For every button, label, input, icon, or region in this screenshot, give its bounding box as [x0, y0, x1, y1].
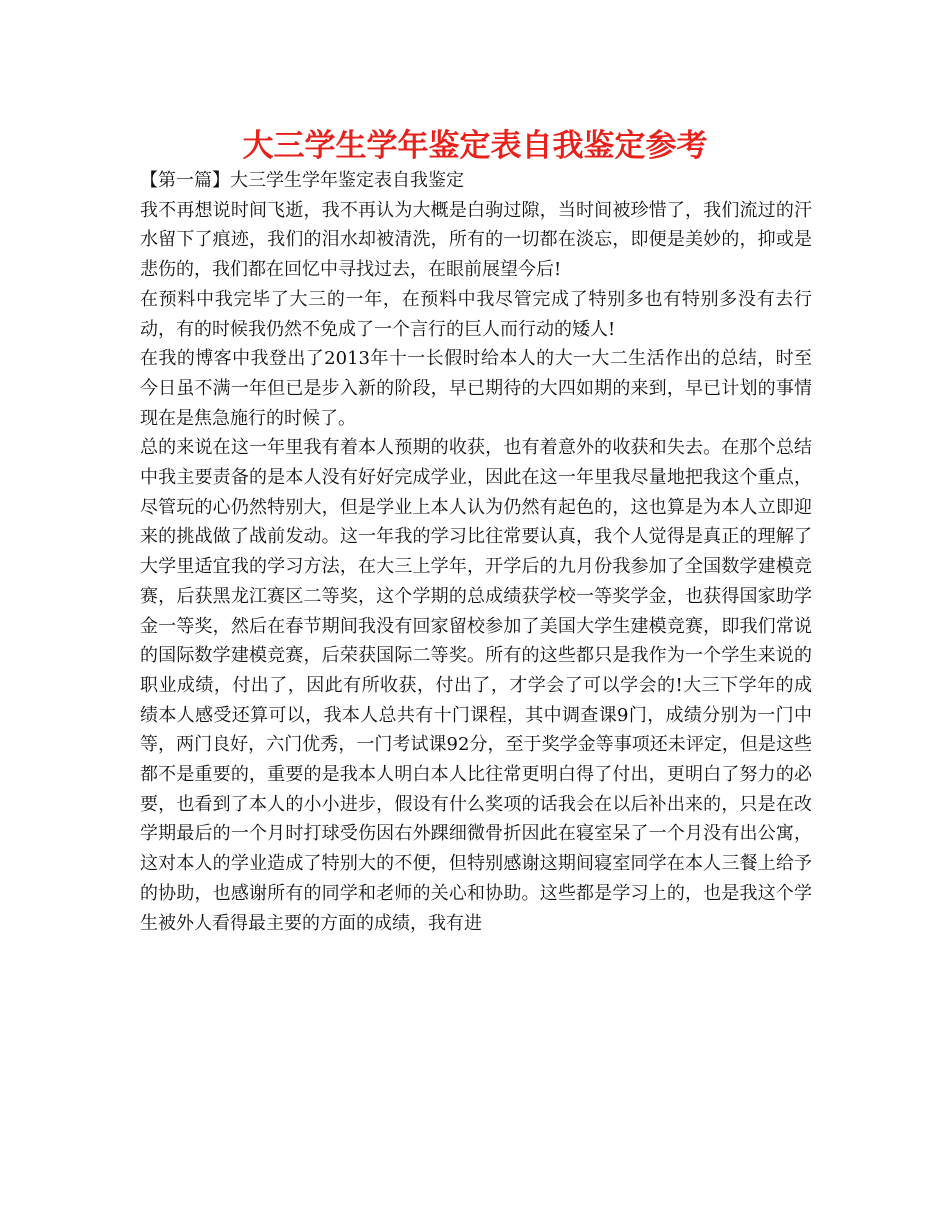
section-heading: 【第一篇】大三学生学年鉴定表自我鉴定: [140, 170, 464, 191]
paragraph-4: 总的来说在这一年里我有着本人预期的收获，也有着意外的收获和失去。在那个总结中我主要责备的是本人没有好好完成学业，因此在这一年里我尽量地把我这个重点，尽管玩的心仍然特别大，但是学业上本人认为仍然有起色的，这也算是为本人立即迎来的挑战做了战前发动。这一年我的学习比往常要认真，我个人觉得是真正的理解了大学里适宜我的学习方法，在大三上学年，开学后的九月份我参加了全国数学建模竞赛，后获黑龙江赛区二等奖，这个学期的总成绩获学校一等奖学金，也获得国家助学金一等奖，然后在春节期间我没有回家留校参加了美国大学生建模竞赛，即我们常说的国际数学建模竞赛，后荣获国际二等奖。所有的这些都只是我作为一个学生来说的职业成绩，付出了，因此有所收获，付出了，才学会了可以学会的!大三下学年的成绩本人感受还算可以，我本人总共有十门课程，其中调查课9门，成绩分别为一门中等，两门良好，六门优秀，一门考试课92分，至于奖学金等事项还未评定，但是这些都不是重要的，重要的是我本人明白本人比往常更明白得了付出，更明白了努力的必要，也看到了本人的小小进步，假设有什么奖项的话我会在以后补出来的，只是在改学期最后的一个月时打球受伤因右外踝细微骨折因此在寝室呆了一个月没有出公寓，这对本人的学业造成了特别大的不便，但特别感谢这期间寝室同学在本人三餐上给予的协助，也感谢所有的同学和老师的关心和协助。这些都是学习上的，也是我这个学生被外人看得最主要的方面的成绩，我有进: [140, 437, 812, 934]
document-body: [140, 166, 812, 938]
paragraph-2: 在预料中我完毕了大三的一年，在预料中我尽管完成了特别多也有特别多没有去行动，有的时候我仍然不免成了一个言行的巨人而行动的矮人!: [140, 288, 812, 340]
paragraph-1: 我不再想说时间飞逝，我不再认为大概是白驹过隙，当时间被珍惜了，我们流过的汗水留下了痕迹，我们的泪水却被清洗，所有的一切都在淡忘，即便是美妙的，抑或是悲伤的，我们都在回忆中寻找过去，在眼前展望今后!: [140, 199, 812, 281]
document-title: 大三学生学年鉴定表自我鉴定参考: [242, 128, 708, 164]
paragraph-3: 在我的博客中我登出了2013年十一长假时给本人的大一大二生活作出的总结，时至今日虽不满一年但已是步入新的阶段，早已期待的大四如期的来到，早已计划的事情现在是焦急施行的时候了。: [140, 348, 812, 429]
